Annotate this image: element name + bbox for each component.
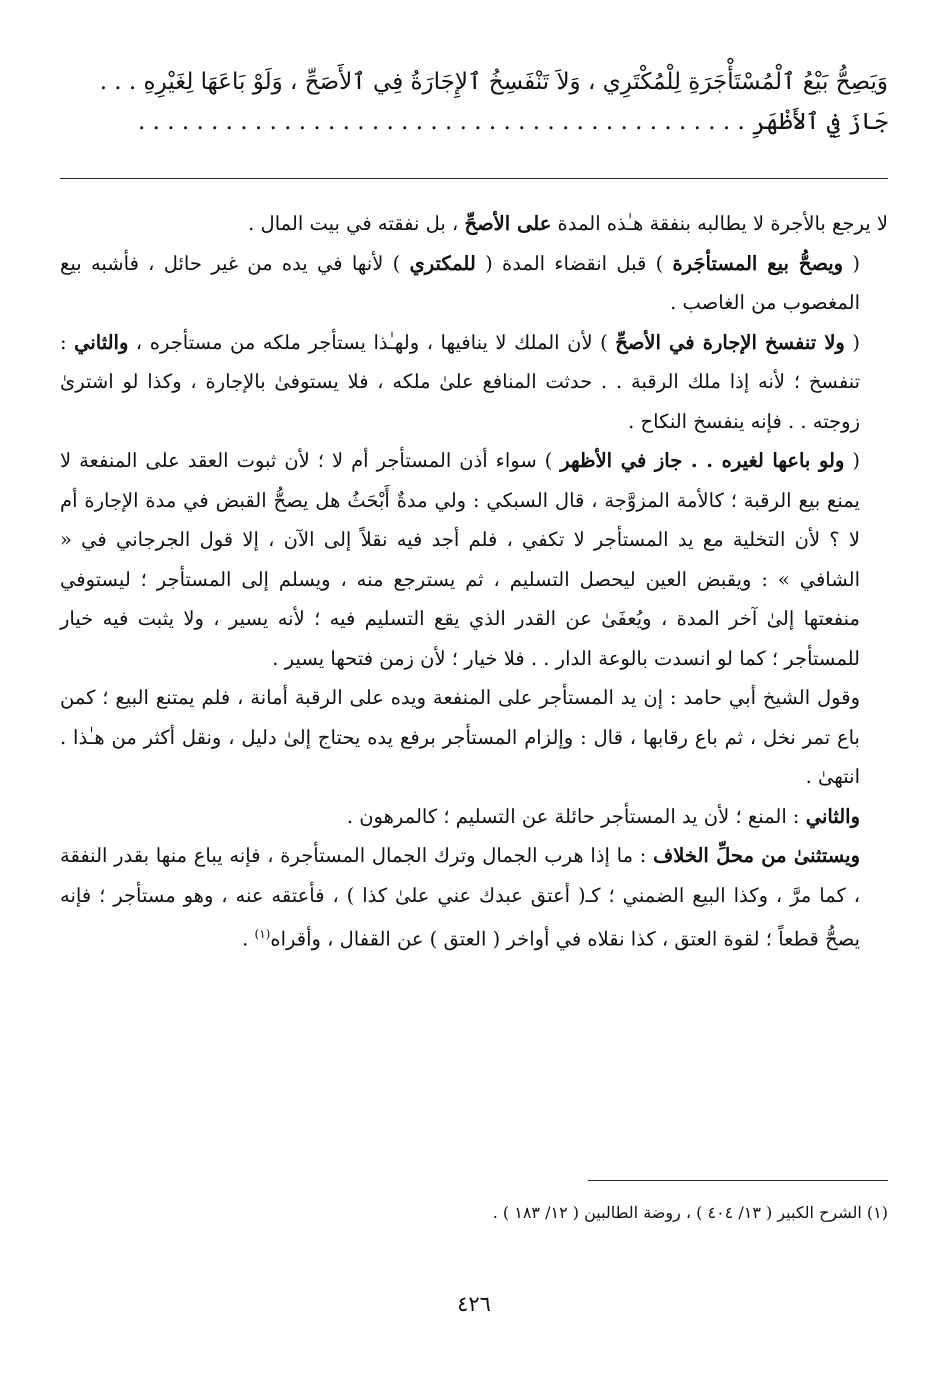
paragraph bbox=[60, 244, 888, 323]
bold-term: والثاني bbox=[74, 330, 129, 354]
commentary-text bbox=[60, 204, 888, 959]
bold-term: ويصحُّ بيع المستأجَرة bbox=[672, 251, 844, 275]
footnote-marker[interactable]: (١) bbox=[254, 927, 271, 941]
bold-term: على الأصحِّ bbox=[464, 212, 552, 235]
text-span: ( bbox=[843, 251, 860, 275]
text-span: ) لأنها في يده من غير حائل ، فأشبه بيع المغصوب من الغاصب . bbox=[60, 251, 860, 314]
footnote: (١) الشرح الكبير ( ١٣/ ٤٠٤ ) ، روضة الطالبين ( ١٢/ ١٨٣ ) . bbox=[492, 1203, 888, 1222]
separator-rule bbox=[60, 178, 888, 179]
text-span: ) لأن الملك لا ينافيها ، ولهـٰذا يستأجر ملكه من مستأجره ، bbox=[128, 330, 616, 354]
paragraph: وقول الشيخ أبي حامد : إن يد المستأجر على المنفعة ويده على الرقبة أمانة ، فلم يمتنع البيع ؛ كمن باع تمر نخل ، ثم باع رقابها ، قال : وإلزام المستأجر برفع يده يحتاج إلىٰ دليل ، ونقل أكثر من هـٰذا . انتهىٰ . bbox=[60, 686, 860, 788]
paragraph bbox=[60, 836, 888, 959]
text-span: ( bbox=[844, 449, 860, 472]
page-number: ٤٢٦ bbox=[457, 1292, 491, 1316]
document-page bbox=[60, 0, 888, 1378]
text-span: ) قبل انقضاء المدة ( bbox=[475, 251, 673, 275]
bold-term: للمكتري bbox=[409, 251, 476, 275]
paragraph bbox=[60, 323, 888, 442]
matn-line: جَازَ فِي ٱلأَظْهَرِ . . . . . . . . . . . . . . . . . . . . . . . . . . . . . . . . . . . . . . . . . . bbox=[137, 109, 888, 135]
bold-term: ويستثنىٰ من محلِّ الخلاف bbox=[653, 844, 860, 867]
text-span: . bbox=[242, 927, 255, 951]
text-span: : تنفسخ ؛ لأنه إذا ملك الرقبة . . حدثت المنافع علىٰ ملكه ، فلا يستوفىٰ بالإجارة ، وكذا لو اشترىٰ زوجته . . فإنه ينفسخ النكاح . bbox=[60, 330, 860, 433]
text-span: ، بل نفقته في بيت المال . bbox=[248, 212, 465, 235]
paragraph bbox=[60, 204, 888, 244]
bold-term: ولو باعها لغيره . . جاز في الأظهر bbox=[560, 449, 845, 472]
text-span: ( bbox=[844, 330, 860, 354]
matn-text bbox=[60, 62, 888, 142]
text-span: : ما إذا هرب الجمال وترك الجمال المستأجرة ، فإنه يباع منها بقدر النفقة ، كما مرَّ ، وكذا البيع الضمني ؛ كـ( أعتق عبدك عني علىٰ كذا ) ، فأعتقه عنه ، وهو مستأجر ؛ فإنه يصحُّ قطعاً ؛ لقوة العتق ، كذا نقلاه في أواخر ( العتق ) عن القفال ، وأقراه bbox=[60, 844, 860, 951]
paragraph bbox=[60, 797, 888, 837]
bold-term: ولا تنفسخ الإجارة في الأصحِّ bbox=[615, 330, 845, 354]
matn-line: وَيَصِحُّ بَيْعُ ٱلْمُسْتَأْجَرَةِ لِلْمُكْتَرِي ، وَلاَ تَنْفَسِخُ ٱلإِجَارَةُ فِي ٱلأَصَحِّ ، وَلَوْ بَاعَهَا لِغَيْرِهِ . . . bbox=[99, 69, 888, 95]
text-span: ) سواء أذن المستأجر أم لا ؛ لأن ثبوت العقد على المنفعة لا يمنع بيع الرقبة ؛ كالأمة المزوَّجة ، قال السبكي : ولي مدةٌ أَبْحَثُ هل يصحُّ القبض في مدة الإجارة أم لا ؟ لأن التخلية مع يد المستأجر لا تكفي ، فلم أجد فيه نقلاً إلى الآن ، إلا قول الجرجاني في « الشافي » : ويقبض العين ليحصل التسليم ، ثم يسترجع منه ، ويسلم إلى المستأجر ؛ ليستوفي منفعتها إلىٰ آخر المدة ، ويُعفَىٰ عن القدر الذي يقع التسليم فيه ؛ لأنه يسير ، ولا يثبت فيه خيار للمستأجر ؛ كما لو انسدت بالوعة الدار . . فلا خيار ؛ لأن زمن فتحها يسير . bbox=[60, 449, 860, 670]
text-span: : المنع ؛ لأن يد المستأجر حائلة عن التسليم ؛ كالمرهون . bbox=[346, 804, 806, 828]
footnote-rule bbox=[588, 1180, 888, 1181]
paragraph bbox=[60, 441, 888, 678]
text-span: لا يرجع بالأجرة لا يطالبه بنفقة هـٰذه المدة bbox=[551, 212, 888, 235]
bold-term: والثاني bbox=[805, 804, 860, 828]
